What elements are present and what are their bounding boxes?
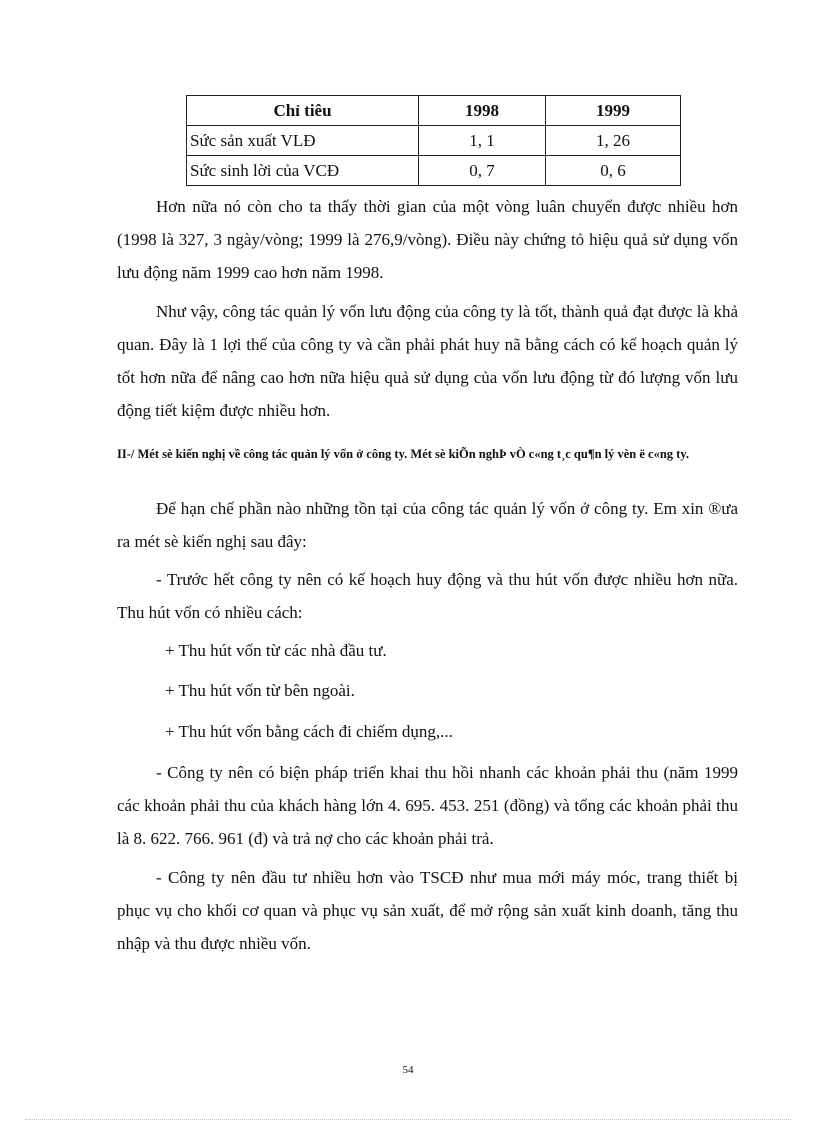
table-cell: Sức sản xuất VLĐ — [187, 126, 419, 156]
table-cell: Sức sinh lời của VCĐ — [187, 156, 419, 186]
table-cell: 1, 26 — [546, 126, 681, 156]
paragraph-turnover: Hơn nữa nó còn cho ta thấy thời gian của một vòng luân chuyển được nhiều hơn (1998 là 327, 3 ngày/vòng; 1999 là 276,9/vòng). Điều này chứng tỏ hiệu quả sử dụng vốn lưu động năm 1999 cao hơn năm 1998. — [117, 197, 738, 282]
list-item: + Thu hút vốn bằng cách đi chiếm dụng,... — [165, 722, 453, 741]
paragraph-recommendation-1: - Trước hết công ty nên có kế hoạch huy động và thu hút vốn được nhiều hơn nữa. Thu hút vốn có nhiều cách: — [117, 570, 738, 622]
table-header-cell: 1998 — [419, 96, 546, 126]
list-item: + Thu hút vốn từ bên ngoài. — [165, 681, 355, 700]
page-number: 54 — [402, 1064, 414, 1076]
paragraph-intro: Để hạn chế phần nào những tồn tại của công tác quản lý vốn ở công ty. Em xin ®ưa ra mét sè kiến nghị sau đây: — [117, 499, 738, 551]
page-footer-divider — [25, 1119, 791, 1120]
list-item: + Thu hút vốn từ các nhà đầu tư. — [165, 641, 387, 660]
table-row — [187, 126, 681, 156]
indicator-table — [186, 95, 681, 186]
paragraph-recommendation-2: - Công ty nên có biện pháp triển khai thu hồi nhanh các khoản phải thu (năm 1999 các khoản phải thu của khách hàng lớn 4. 695. 453. 251 (đồng) và tổng các khoản phải thu là 8. 622. 766. 961 (đ) và trả nợ cho các khoản phải trả. — [117, 763, 738, 848]
table-cell: 0, 6 — [546, 156, 681, 186]
section-heading: II-/ Mét sè kiến nghị về công tác quản lý vốn ở công ty. Mét sè kiÕn nghÞ vÒ c«ng t¸c qu¶n lý vèn ë c«ng ty. — [117, 447, 690, 461]
table-header-row — [187, 96, 681, 126]
table-cell: 0, 7 — [419, 156, 546, 186]
table-cell: 1, 1 — [419, 126, 546, 156]
paragraph-recommendation-3: - Công ty nên đầu tư nhiều hơn vào TSCĐ như mua mới máy móc, trang thiết bị phục vụ cho khối cơ quan và phục vụ sản xuất, để mở rộng sản xuất kinh doanh, tăng thu nhập và thu được nhiều vốn. — [117, 868, 738, 953]
table-header-cell: Chỉ tiêu — [187, 96, 419, 126]
table-header-cell: 1999 — [546, 96, 681, 126]
table-row — [187, 156, 681, 186]
paragraph-conclusion: Như vậy, công tác quản lý vốn lưu động của công ty là tốt, thành quả đạt được là khả quan. Đây là 1 lợi thế của công ty và cần phải phát huy nã bằng cách có kế hoạch quản lý tốt hơn nữa để nâng cao hơn nữa hiệu quả sử dụng của vốn lưu động từ đó lượng vốn lưu động tiết kiệm được nhiều hơn. — [117, 302, 738, 420]
